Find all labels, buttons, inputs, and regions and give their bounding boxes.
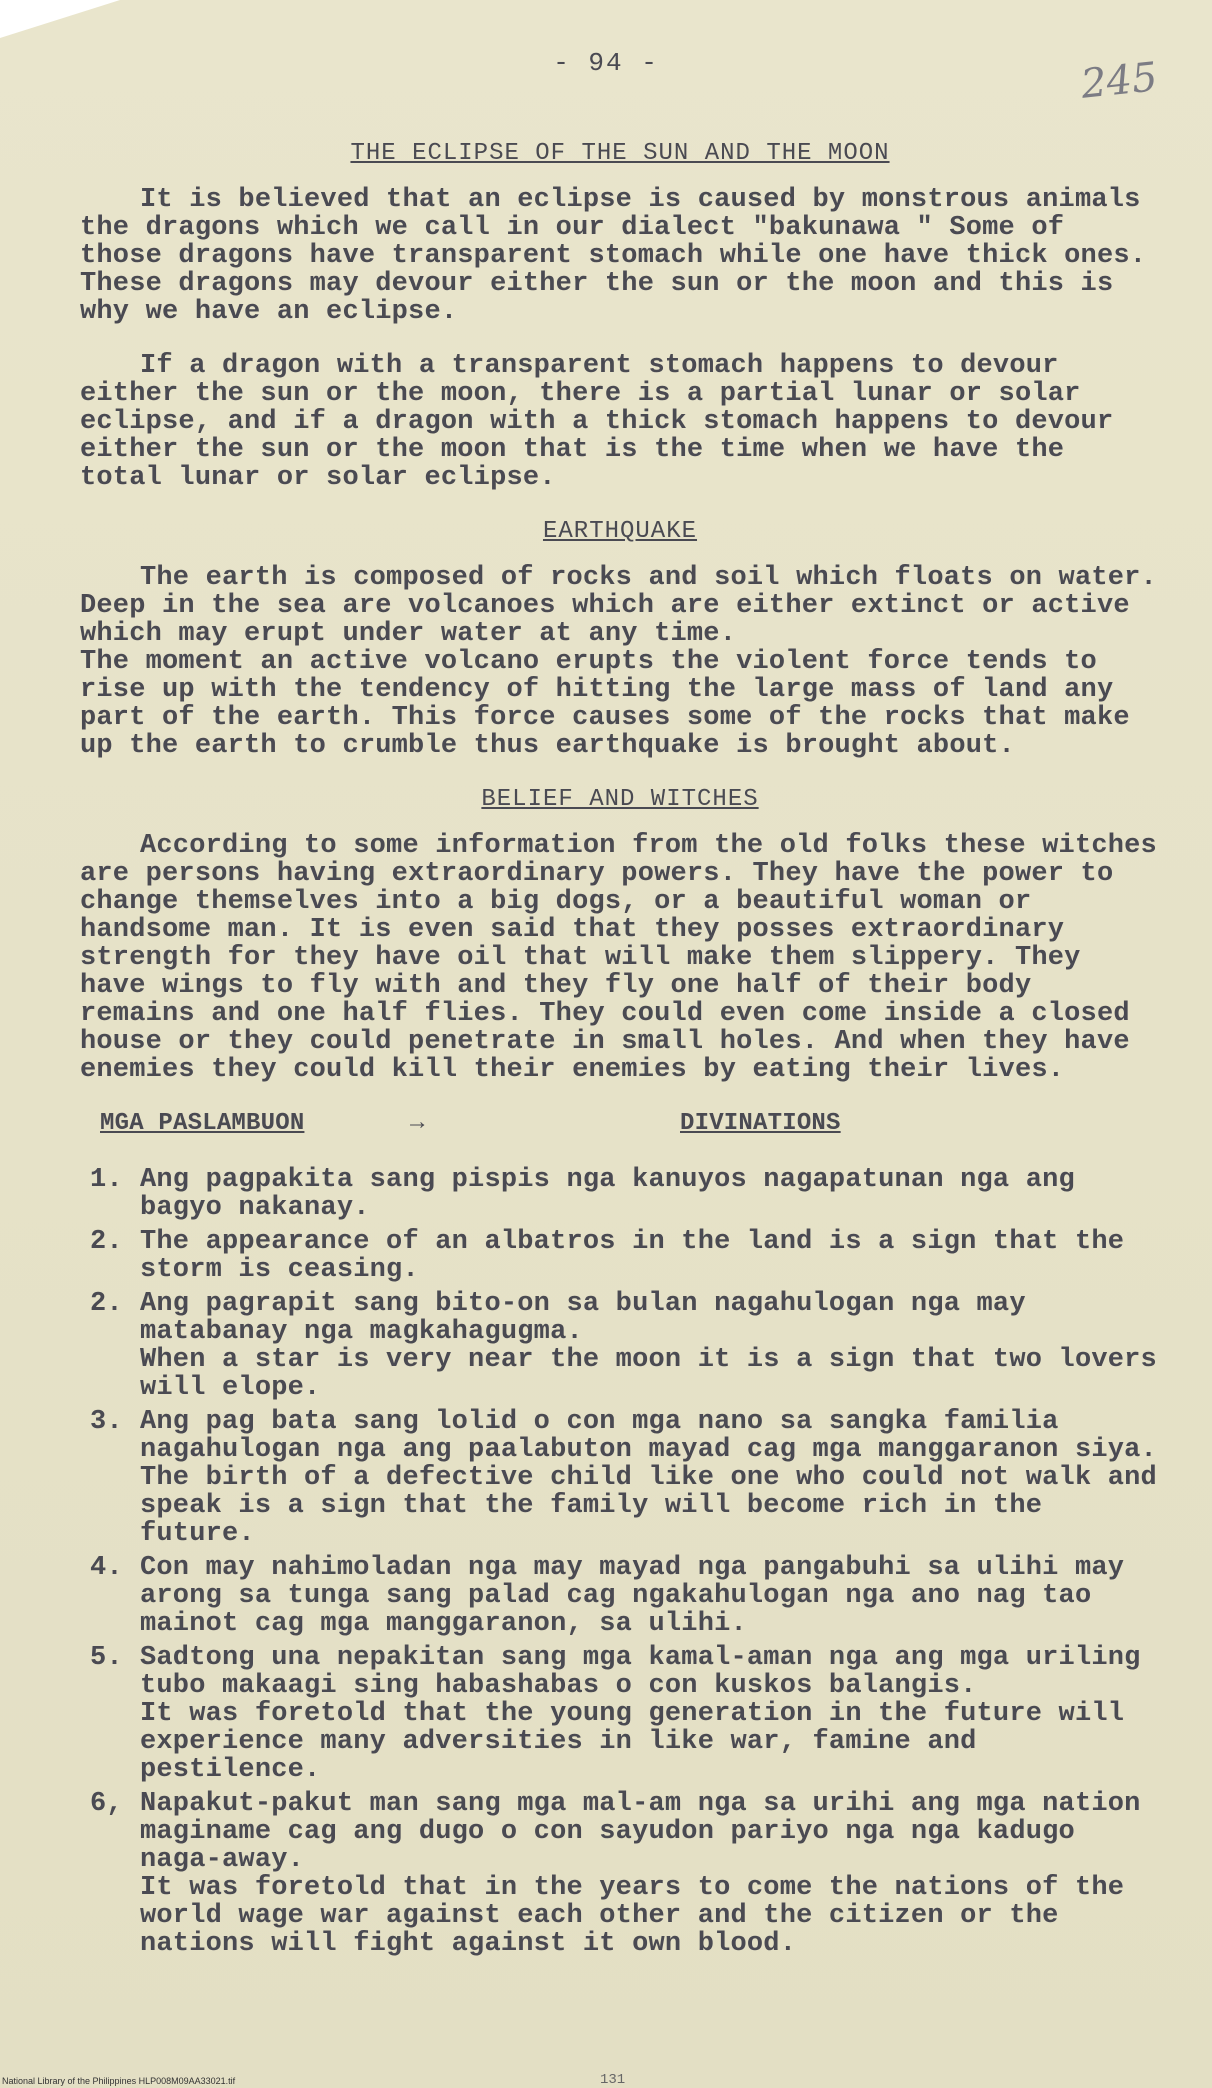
section-eclipse [80, 140, 1160, 492]
section-heading: EARTHQUAKE [542, 518, 698, 545]
item-number: 1. [90, 1165, 123, 1195]
paragraph: It is believed that an eclipse is caused by monstrous animals the dragons which we call in our dialect "bakunawa " Some of those dragons have transparent stomach while one have thick ones. These dragons may devour either the sun or the moon and this is why we have an eclipse. [80, 185, 1147, 327]
list-item [80, 1644, 1160, 1784]
list-item [80, 1290, 1160, 1402]
footer-source: National Library of the Philippines HLP008M09AA33021.tif [2, 2076, 236, 2086]
item-text: Con may nahimoladan nga may mayad nga pangabuhi sa ulihi may arong sa tunga sang palad cag ngakahulogan nga ano nag tao mainot cag mga manggaranon, sa ulihi. [140, 1553, 1125, 1639]
section-divinations [80, 1110, 1160, 1958]
divinations-heading-left: MGA PASLAMBUON [100, 1110, 305, 1137]
item-text: Napakut-pakut man sang mga mal-am nga sa urihi ang mga nation maginame cag ang dugo o con sayudon pariyo nga nga kadugo naga-away. It was foretold that in the years to come the nations of the world wage war against each other and the citizen or the nations will fight against it own blood. [140, 1789, 1141, 1959]
divinations-header [80, 1110, 1160, 1150]
item-text: Ang pagpakita sang pispis nga kanuyos nagapatunan nga ang bagyo nakanay. [140, 1165, 1075, 1223]
document-content [80, 140, 1160, 1964]
item-text: The appearance of an albatros in the land is a sign that the storm is ceasing. [140, 1227, 1125, 1285]
handwritten-mark: 245 [1078, 54, 1160, 108]
item-number: 5. [90, 1643, 123, 1673]
list-item [80, 1228, 1160, 1284]
list-item [80, 1790, 1160, 1958]
paragraph: If a dragon with a transparent stomach happens to devour either the sun or the moon, there is a partial lunar or solar eclipse, and if a dragon with a thick stomach happens to devour either the sun or the moon that is the time when we have the total lunar or solar eclipse. [80, 351, 1114, 493]
corner-fold [0, 0, 120, 38]
item-number: 2. [90, 1227, 123, 1257]
paragraph: The earth is composed of rocks and soil which floats on water. Deep in the sea are volcanoes which are either extinct or active which may erupt under water at any time. The moment an active volcano erupts the violent force tends to rise up with the tendency of hitting the large mass of land any part of the earth. This force causes some of the rocks that make up the earth to crumble thus earthquake is brought about. [80, 563, 1157, 761]
item-number: 4. [90, 1553, 123, 1583]
section-witches [80, 786, 1160, 1084]
section-heading: THE ECLIPSE OF THE SUN AND THE MOON [350, 140, 890, 167]
list-item [80, 1408, 1160, 1548]
page-number: - 94 - [553, 48, 659, 78]
paragraph: According to some information from the old folks these witches are persons having extraordinary powers. They have the power to change themselves into a big dogs, or a beautiful woman or handsome man. It is even said that they posses extraordinary strength for they have oil that will make them slippery. They have wings to fly with and they fly one half of their body remains and one half flies. They could even come inside a closed house or they could penetrate in small holes. And when they have enemies they could kill their enemies by eating their lives. [80, 831, 1157, 1085]
item-text: Ang pagrapit sang bito-on sa bulan nagahulogan nga may matabanay nga magkahagugma. When a star is very near the moon it is a sign that two lovers will elope. [140, 1289, 1157, 1403]
item-number: 6, [90, 1789, 123, 1819]
arrow-icon: → [410, 1110, 425, 1137]
item-number: 2. [90, 1289, 123, 1319]
item-text: Sadtong una nepakitan sang mga kamal-aman nga ang mga uriling tubo makaagi sing habashabas o con kuskos balangis. It was foretold that the young generation in the future will experience many adversities in like war, famine and pestilence. [140, 1643, 1141, 1785]
list-item [80, 1554, 1160, 1638]
footer-number: 131 [600, 2072, 626, 2088]
divinations-heading-right: DIVINATIONS [680, 1110, 841, 1137]
section-earthquake [80, 518, 1160, 760]
item-text: Ang pag bata sang lolid o con mga nano sa sangka familia nagahulogan nga ang paalabuton mayad cag mga manggaranon siya. The birth of a defective child like one who could not walk and speak is a sign that the family will become rich in the future. [140, 1407, 1157, 1549]
list-item [80, 1166, 1160, 1222]
divinations-list [80, 1166, 1160, 1958]
section-heading: BELIEF AND WITCHES [481, 786, 759, 813]
item-number: 3. [90, 1407, 123, 1437]
